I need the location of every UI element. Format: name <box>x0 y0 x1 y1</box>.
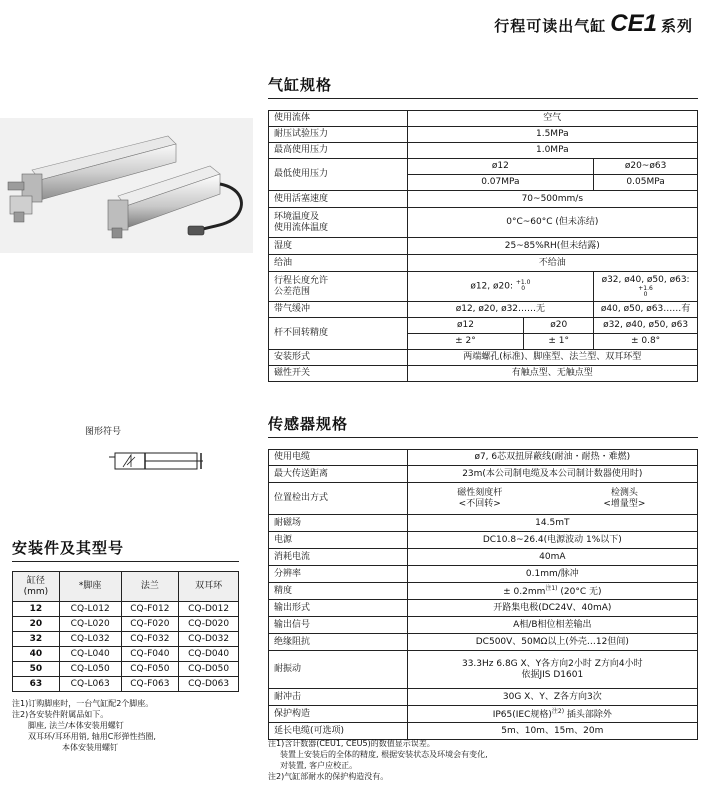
spec-value: 25~85%RH(但未结露) <box>407 238 697 255</box>
tolerance-lower: 0 <box>521 285 526 293</box>
bore-cell: 63 <box>13 677 60 692</box>
table-row <box>13 602 239 617</box>
spec-value: 70~500mm/s <box>407 191 697 208</box>
sensor-specs-title-text: 传感器规格 <box>268 415 349 433</box>
table-row <box>269 127 698 143</box>
spec-label: 磁性开关 <box>269 366 408 382</box>
spec-value <box>407 706 697 723</box>
header-series: 系列 <box>660 17 693 35</box>
spec-label: 带气缓冲 <box>269 302 408 318</box>
table-row <box>269 238 698 255</box>
spec-label-line: 行程长度允许 <box>274 275 329 286</box>
footnote-ref: 注1) <box>545 584 558 592</box>
spec-value <box>407 272 594 302</box>
part-number-cell: CQ-L012 <box>59 602 121 617</box>
spec-label: 输出信号 <box>269 617 408 634</box>
note-line: 脚座, 法兰/本体安装用螺钉 <box>28 721 124 730</box>
spec-value: ø20 <box>524 318 594 334</box>
sensor-notes <box>268 738 488 782</box>
table-row <box>269 617 698 634</box>
tolerance-text: ø32, ø40, ø50, ø63: <box>601 274 690 285</box>
part-number-cell: CQ-L032 <box>59 632 121 647</box>
product-photo <box>0 118 253 253</box>
spec-label: 延长电缆(可选项) <box>269 723 408 740</box>
note-line: 对装置, 客户应校正。 <box>280 761 358 770</box>
table-row <box>269 450 698 466</box>
spec-label: 耐磁场 <box>269 515 408 532</box>
tolerance-text: ø12, ø20: <box>470 281 516 292</box>
pneumatic-cylinder-icon <box>105 447 210 477</box>
spec-value: ø12, ø20, ø32……无 <box>407 302 594 318</box>
table-header-row <box>13 572 239 602</box>
spec-label: 耐振动 <box>269 651 408 689</box>
tolerance-upper: +1.0 <box>515 279 531 287</box>
part-number-cell: CQ-D020 <box>179 617 239 632</box>
note-line: 本体安装用螺钉 <box>62 743 118 752</box>
table-row <box>269 255 698 272</box>
note-line: 注1)订购脚座时，一台气缸配2个脚座。 <box>12 699 154 708</box>
bore-cell: 20 <box>13 617 60 632</box>
table-row <box>13 677 239 692</box>
table-row <box>269 318 698 334</box>
table-row <box>269 600 698 617</box>
header-bore: 缸径 (mm) <box>13 572 60 602</box>
cylinder-illustration <box>0 118 253 253</box>
spec-value: 0.07MPa <box>407 175 594 191</box>
bore-cell: 32 <box>13 632 60 647</box>
part-number-cell: CQ-F063 <box>121 677 179 692</box>
sensor-specs-title <box>268 413 698 438</box>
table-row <box>269 366 698 382</box>
cylinder-symbol <box>105 447 210 481</box>
spec-label: 分辨率 <box>269 566 408 583</box>
spec-value: ø32, ø40, ø50, ø63 <box>594 318 698 334</box>
tolerance-fraction <box>638 286 653 298</box>
part-number-cell: CQ-F040 <box>121 647 179 662</box>
table-row <box>269 111 698 127</box>
spec-value: ø20~ø63 <box>594 159 698 175</box>
part-number-cell: CQ-L050 <box>59 662 121 677</box>
spec-label: 绝缘阻抗 <box>269 634 408 651</box>
mounting-table-body <box>13 602 239 692</box>
cylinder-specs-title-text: 气缸规格 <box>268 76 333 94</box>
spec-value <box>407 483 552 515</box>
spec-value: ± 1° <box>524 334 594 350</box>
spec-value: 23m(本公司制电缆及本公司制计数器使用时) <box>407 466 697 483</box>
cylinder-specs-title <box>268 74 698 99</box>
protection-cond: 插头部除外 <box>564 709 612 720</box>
position-b-line: <增量型> <box>603 498 646 509</box>
spec-value <box>407 583 697 600</box>
spec-value: 有触点型、无触点型 <box>407 366 697 382</box>
vibration-line: 33.3Hz 6.8G X、Y各方向2小时 Z方向4小时 <box>461 658 643 669</box>
table-row <box>269 634 698 651</box>
header-flange: 法兰 <box>121 572 179 602</box>
table-row <box>269 651 698 689</box>
spec-value: 40mA <box>407 549 697 566</box>
spec-label <box>269 208 408 238</box>
spec-label: 使用活塞速度 <box>269 191 408 208</box>
footnote-ref: 注2) <box>551 707 565 715</box>
spec-value: 0.05MPa <box>594 175 698 191</box>
spec-value: A相/B相位相差输出 <box>407 617 697 634</box>
part-number-cell: CQ-L063 <box>59 677 121 692</box>
spec-label: 位置检出方式 <box>269 483 408 515</box>
mounting-title-text: 安装件及其型号 <box>12 539 125 557</box>
protection-value: IP65(IEC规格) <box>492 709 552 720</box>
cylinder-specs-table <box>268 110 698 382</box>
accuracy-cond: (20°C 无) <box>557 586 602 597</box>
spec-value: 1.5MPa <box>407 127 697 143</box>
part-number-cell: CQ-L020 <box>59 617 121 632</box>
table-row <box>269 549 698 566</box>
spec-label <box>269 272 408 302</box>
spec-label: 杆不回转精度 <box>269 318 408 350</box>
part-number-cell: CQ-D050 <box>179 662 239 677</box>
note-line: 注2)各安装件附属品如下。 <box>12 710 109 719</box>
part-number-cell: CQ-F012 <box>121 602 179 617</box>
spec-label-line: 使用流体温度 <box>274 222 329 233</box>
table-row <box>269 466 698 483</box>
spec-label: 使用电缆 <box>269 450 408 466</box>
spec-label: 最高使用压力 <box>269 143 408 159</box>
mounting-table <box>12 571 239 692</box>
accuracy-value: ± 0.2mm <box>503 586 546 597</box>
spec-label: 精度 <box>269 583 408 600</box>
spec-value: ø12 <box>407 318 524 334</box>
header-model: CE1 <box>610 10 657 37</box>
table-row <box>269 583 698 600</box>
page-header <box>494 10 693 38</box>
spec-value: DC10.8~26.4(电源波动 1%以下) <box>407 532 697 549</box>
part-number-cell: CQ-D040 <box>179 647 239 662</box>
table-row <box>269 706 698 723</box>
spec-value: ± 2° <box>407 334 524 350</box>
symbol-label: 图形符号 <box>85 427 122 437</box>
spec-value: 开路集电极(DC24V、40mA) <box>407 600 697 617</box>
spec-label: 消耗电流 <box>269 549 408 566</box>
spec-label: 安装形式 <box>269 350 408 366</box>
spec-value: 0.1mm/脉冲 <box>407 566 697 583</box>
spec-value: 两端螺孔(标准)、脚座型、法兰型、双耳环型 <box>407 350 697 366</box>
bore-cell: 40 <box>13 647 60 662</box>
vibration-line: 依据JIS D1601 <box>521 669 584 680</box>
spec-value: 14.5mT <box>407 515 697 532</box>
spec-label: 湿度 <box>269 238 408 255</box>
note-line: 注2)气缸部耐水的保护构造没有。 <box>268 772 389 781</box>
table-row <box>13 617 239 632</box>
part-number-cell: CQ-F050 <box>121 662 179 677</box>
part-number-cell: CQ-F032 <box>121 632 179 647</box>
table-row <box>269 159 698 175</box>
header-title: 行程可读出气缸 <box>494 17 607 35</box>
part-number-cell: CQ-D012 <box>179 602 239 617</box>
bore-cell: 50 <box>13 662 60 677</box>
table-row <box>13 647 239 662</box>
spec-value <box>594 272 698 302</box>
part-number-cell: CQ-L040 <box>59 647 121 662</box>
spec-label: 保护构造 <box>269 706 408 723</box>
spec-value <box>552 483 698 515</box>
table-row <box>269 566 698 583</box>
table-row <box>269 689 698 706</box>
position-b-line: 检测头 <box>610 487 638 498</box>
position-a-line: 磁性刻度杆 <box>457 487 503 498</box>
part-number-cell: CQ-D032 <box>179 632 239 647</box>
spec-value: ø7, 6芯双扭屏蔽线(耐油・耐热・难燃) <box>407 450 697 466</box>
table-row <box>269 532 698 549</box>
tolerance-lower: 0 <box>643 290 648 298</box>
table-row <box>269 483 698 515</box>
bore-cell: 12 <box>13 602 60 617</box>
header-foot: *脚座 <box>59 572 121 602</box>
spec-value: ± 0.8° <box>594 334 698 350</box>
spec-label-line: 公差范围 <box>274 286 311 297</box>
spec-label: 使用流体 <box>269 111 408 127</box>
spec-value: ø12 <box>407 159 594 175</box>
spec-label: 耐压试验压力 <box>269 127 408 143</box>
spec-value: 1.0MPa <box>407 143 697 159</box>
table-row <box>269 143 698 159</box>
spec-value: ø40, ø50, ø63……有 <box>594 302 698 318</box>
spec-value: 0°C~60°C (但未冻结) <box>407 208 697 238</box>
part-number-cell: CQ-F020 <box>121 617 179 632</box>
spec-label: 耐冲击 <box>269 689 408 706</box>
spec-value: DC500V、50MΩ以上(外壳…12但间) <box>407 634 697 651</box>
tolerance-upper: +1.6 <box>638 284 653 292</box>
table-row <box>13 662 239 677</box>
spec-label: 最低使用压力 <box>269 159 408 191</box>
part-number-cell: CQ-D063 <box>179 677 239 692</box>
table-row <box>269 302 698 318</box>
table-row <box>269 515 698 532</box>
table-row <box>269 272 698 302</box>
table-row <box>269 350 698 366</box>
spec-value: 不给油 <box>407 255 697 272</box>
spec-label-line: 环境温度及 <box>274 211 320 222</box>
spec-value: 空气 <box>407 111 697 127</box>
spec-label: 电源 <box>269 532 408 549</box>
table-row <box>269 208 698 238</box>
header-clevis: 双耳环 <box>179 572 239 602</box>
mounting-title <box>12 537 239 562</box>
mounting-notes <box>12 698 156 753</box>
note-line: 双耳环/耳环用销, 轴用C形弹性挡圈, <box>28 732 156 741</box>
table-row <box>13 632 239 647</box>
spec-label: 最大传送距离 <box>269 466 408 483</box>
position-a-line: <不回转> <box>458 498 501 509</box>
sensor-specs-table <box>268 449 698 740</box>
tolerance-fraction <box>516 280 531 292</box>
spec-value: 30G X、Y、Z各方向3次 <box>407 689 697 706</box>
spec-value <box>407 651 697 689</box>
spec-label: 给油 <box>269 255 408 272</box>
spec-value: 5m、10m、15m、20m <box>407 723 697 740</box>
table-row <box>269 723 698 740</box>
table-row <box>269 191 698 208</box>
note-line: 装置上安装后的全体的精度, 根据安装状态及环境会有变化, <box>280 750 488 759</box>
spec-label: 输出形式 <box>269 600 408 617</box>
note-line: 注1)含计数器(CEU1, CEU5)的数值显示误差。 <box>268 739 435 748</box>
